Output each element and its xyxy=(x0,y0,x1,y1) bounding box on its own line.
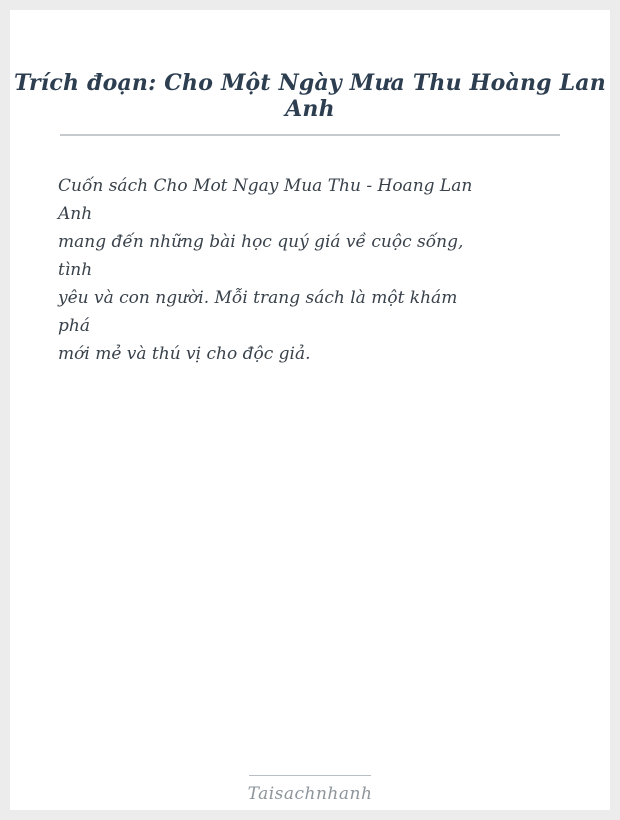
excerpt-line: Cuốn sách Cho Mot Ngay Mua Thu - Hoang Lan xyxy=(58,176,473,196)
excerpt-line: Anh xyxy=(58,204,93,224)
page-footer xyxy=(10,775,610,804)
document-page xyxy=(10,10,610,810)
excerpt-line: yêu và con người. Mỗi trang sách là một khám xyxy=(58,288,458,308)
excerpt-line: phá xyxy=(58,316,90,336)
title-divider xyxy=(60,134,560,136)
excerpt-line: mới mẻ và thú vị cho độc giả. xyxy=(58,344,311,364)
excerpt-line: mang đến những bài học quý giá về cuộc sống, xyxy=(58,232,464,252)
excerpt-line: tình xyxy=(58,260,93,280)
footer-site-name: Taisachnhanh xyxy=(247,784,373,804)
excerpt-paragraph xyxy=(58,172,560,368)
page-title: Trích đoạn: Cho Một Ngày Mưa Thu Hoàng Lan Anh xyxy=(14,70,606,122)
footer-divider xyxy=(249,775,371,776)
